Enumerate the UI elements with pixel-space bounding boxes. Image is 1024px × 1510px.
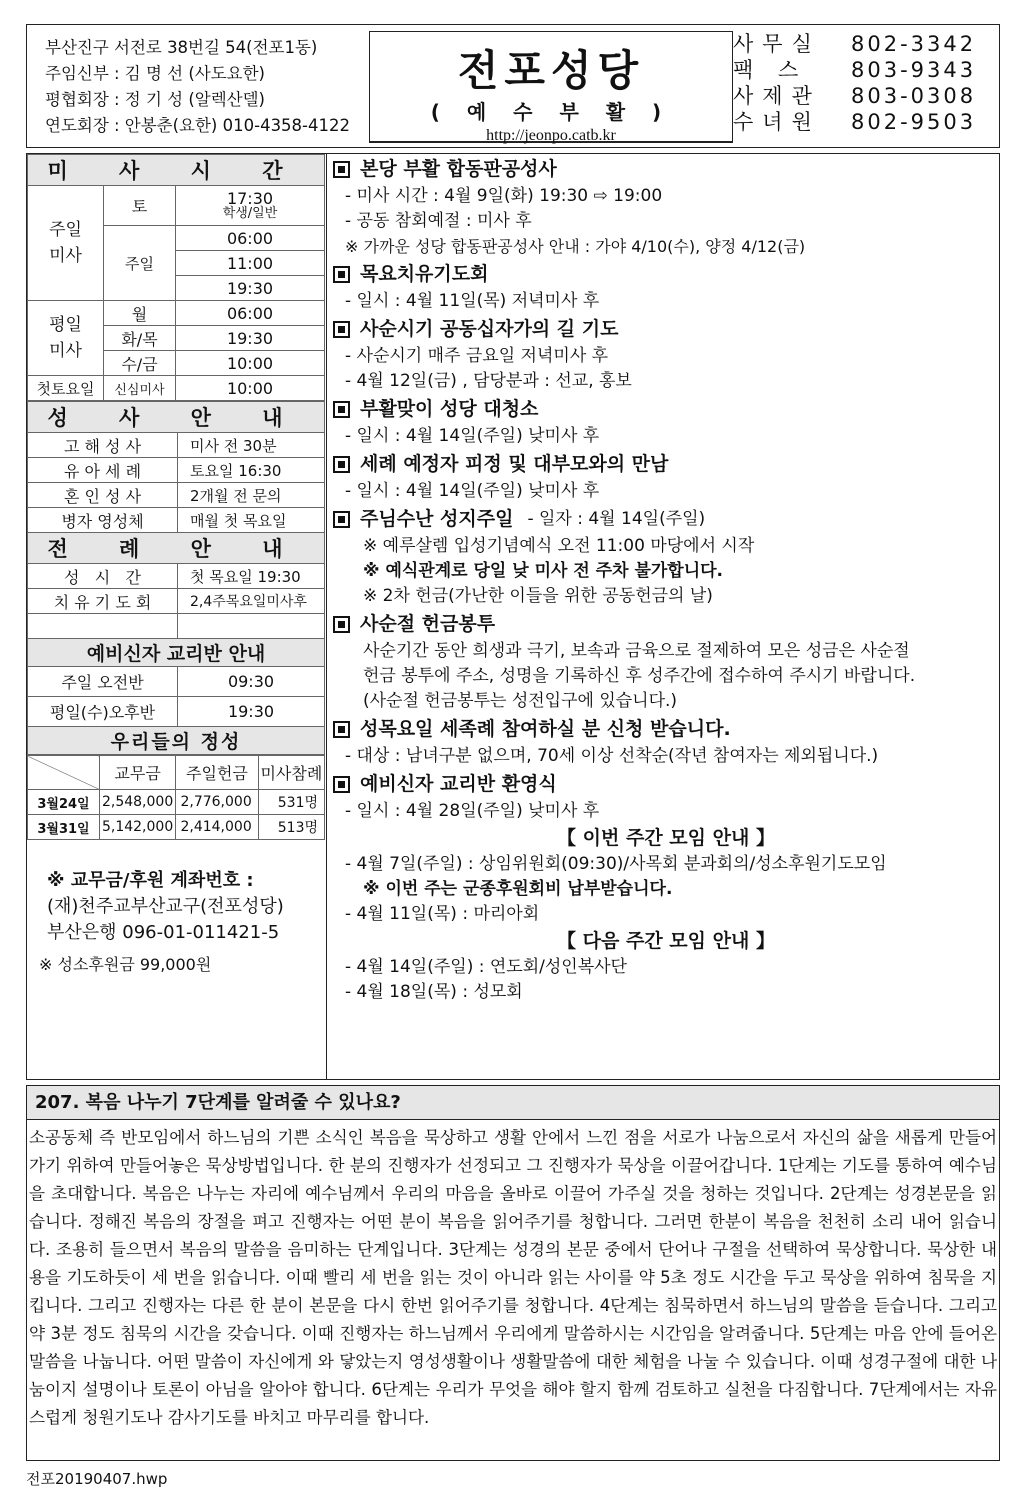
- file-name: 전포20190407.hwp: [26, 1470, 168, 1488]
- firstsat-time: 10:00: [176, 376, 325, 401]
- question-body: 소공동체 즉 반모임에서 하느님의 기쁜 소식인 복음을 묵상하고 생활 안에서 느낀 점을 서로가 나눔으로서 자신의 삶을 새롭게 만들어가기 위하여 만들어놓은 묵상방법입니다. 한 분의 진행자가 선정되고 그 진행자가 묵상을 이끌어갑니다. 1단계는 기도를 통하여 예수님을 초대합니다. 복음은 나누는 자리에 예수님께서 우리의 마음을 올바로 이끌어 가주실 것을 청하는 것입니다. 2단계는 성경본문을 읽습니다. 정해진 복음의 장절을 펴고 진행자는 어떤 분이 복음을 읽어주기를 청합니다. 그러면 한분이 복음을 천천히 소리 내어 읽습니다. 조용히 들으면서 복음의 말씀을 음미하는 단계입니다. 3단계는 성경의 본문 중에서 단어나 구절을 선택하여 묵상합니다. 묵상한 내용을 기도하듯이 세 번을 읽습니다. 이때 빨리 세 번을 읽는 것이 아니라 읽는 사이를 약 5초 정도 시간을 두고 묵상을 위하여 침묵을 지킵니다. 그리고 진행자는 다른 한 분이 본문을 다시 한번 읽어주기를 청합니다. 4단계는 침묵하면서 하느님의 말씀을 듣습니다. 그리고 약 3분 정도 침묵의 시간을 갖습니다. 이때 진행자는 하느님께서 우리에게 말씀하시는 시간임을 알려줍니다. 5단계는 마음 안에 들어온 말씀을 나눕니다. 어떤 말씀이 자신에게 와 닿았는지 영성생활이나 생활말씀에 대한 체험을 나눌 수 있습니다. 이때 성경구절에 대한 나눔이지 설명이나 토론이 아님을 알아야 합니다. 6단계는 우리가 무엇을 해야 할지 함께 검토하고 실천을 다짐합니다. 7단계에서는 자유스럽게 청원기도나 감사기도를 바치고 마무리를 합니다.: [29, 1128, 997, 1427]
- sacrament-value: 2개월 전 문의: [178, 483, 325, 508]
- contact-row: 팩 스 803-9343: [733, 58, 977, 82]
- pastor: 주임신부 : 김 명 선 (사도요한): [45, 64, 265, 83]
- catechumen-key: 평일(수)오후반: [28, 697, 178, 727]
- checkbox-icon: [333, 776, 350, 793]
- main-section: [26, 153, 1000, 1080]
- qa-section: [26, 1085, 1000, 1461]
- contact-row: 사제관 803-0308: [733, 84, 977, 108]
- sun-time-3: 19:30: [176, 276, 325, 301]
- sun-label: 주일: [104, 226, 176, 301]
- parish-info: [45, 35, 350, 139]
- offering-table: [27, 755, 325, 840]
- checkbox-icon: [333, 456, 350, 473]
- sun-time-2: 11:00: [176, 251, 325, 276]
- offering-header: 주일헌금: [176, 756, 259, 790]
- ym-head: 연도회장 : 안봉춘(요한) 010-4358-4122: [45, 116, 351, 135]
- address: 부산진구 서전로 38번길 54(전포1동): [45, 38, 318, 57]
- sacrament-key: 혼 인 성 사: [28, 483, 178, 508]
- liturgy-key: 성 시 간: [28, 564, 178, 589]
- left-column: [27, 154, 327, 1079]
- notice-title: 사순시기 공동십자가의 길 기도: [333, 314, 999, 344]
- liturgy-value: 첫 목요일 19:30: [178, 564, 325, 589]
- bulletin-header: [26, 24, 1000, 148]
- notice-title: 본당 부활 합동판공성사: [333, 154, 999, 184]
- sunday-mass-label: 주일 미사: [28, 186, 104, 301]
- catechumen-title: 예비신자 교리반 안내: [28, 639, 325, 667]
- notice-title: 예비신자 교리반 환영식: [333, 769, 999, 799]
- contact-row: 사무실 802-3342: [733, 32, 977, 56]
- this-week-heading: 【 이번 주간 모임 안내 】: [557, 827, 775, 849]
- mass-title: 미 사 시 간: [28, 155, 325, 186]
- notice-title: 목요치유기도회: [333, 259, 999, 289]
- catechumen-key: 주일 오전반: [28, 667, 178, 697]
- parish-url[interactable]: http://jeonpo.catb.kr: [486, 127, 616, 144]
- checkbox-icon: [333, 721, 350, 738]
- sacrament-value: 토요일 16:30: [178, 458, 325, 483]
- liturgy-value: 2,4주목요일미사후: [178, 589, 325, 614]
- question-title: 207. 복음 나누기 7단계를 알려줄 수 있나요?: [27, 1086, 999, 1120]
- table-row: 3월31일 5,142,000 2,414,000 513명: [28, 815, 325, 840]
- contact-list: [733, 31, 999, 135]
- firstsat-label: 첫토요일: [28, 376, 104, 401]
- liturgy-key: 치 유 기 도 회: [28, 589, 178, 614]
- notice-title: 사순절 헌금봉투: [333, 609, 999, 639]
- offering-title: 우리들의 정성: [28, 727, 325, 755]
- checkbox-icon: [333, 161, 350, 178]
- council-head: 평협회장 : 정 기 성 (알렉산델): [45, 90, 265, 109]
- page-subtitle: ( 예 수 부 활 ): [430, 100, 672, 124]
- next-week-heading: 【 다음 주간 모임 안내 】: [557, 930, 775, 952]
- mon-time: 06:00: [176, 301, 325, 326]
- wedfri-time: 10:00: [176, 351, 325, 376]
- notices-column: 본당 부활 합동판공성사 - 미사 시간 : 4월 9일(화) 19:30 ⇨ 19:00 - 공동 참회예절 : 미사 후 ※ 가까운 성당 합동판공성사 안내 : 가야 4/10(수), 양정 4/12(금) 목요치유기도회 - 일시 : 4월 11일(목) 저녁미사 후 사순시기 공동십자가의 길 기도 - 사순시기 매주 금요일 저녁미사 후 - 4월 12일(금) , 담당분과 : 선교, 홍보 부활맞이 성당 대청소 - 일시 : 4월 14일(주일) 낮미사 후 세례 예정자 피정 및 대부모와의 만남 - 일시 : 4월 14일(주일) 낮미사 후 주님수난 성지주일 - 일자 : 4월 14일(주일) ※ 예루살렘 입성기념예식 오전 11:00 마당에서 시작 ※ 예식관계로 당일 낮 미사 전 주차 불가합니다. ※ 2차 헌금(가난한 이들을 위한 공동헌금의 날) 사순절 헌금봉투 사순기간 동안 희생과 극기, 보속과 금육으로 절제하여 모은 성금은 사순절 헌금 봉투에 주소, 성명을 기록하신 후 성주간에 접수하여 주시기 바랍니다. (사순절 헌금봉투는 성전입구에 있습니다.) 성목요일 세족례 참여하실 분 신청 받습니다. - 대상 : 남녀구분 없으며, 70세 이상 선착순(작년 참여자는 제외됩니다.) 예비신자 교리반 환영식 - 일시 : 4월 28일(주일) 낮미사 후 【 이번 주간 모임 안내 】 - 4월 7일(주일) : 상임위원회(09:30)/사목회 분과회의/성소후원기도모임 ※ 이번 주는 군종후원회비 납부받습니다. - 4월 11일(목) : 마리아회 【 다음 주간 모임 안내 】 - 4월 14일(주일) : 연도회/성인복사단 - 4월 18일(목) : 성모회: [333, 154, 999, 1079]
- tuethu-time: 19:30: [176, 326, 325, 351]
- page-title: 전포성당: [457, 46, 645, 95]
- notice-title: 주님수난 성지주일 - 일자 : 4월 14일(주일): [333, 504, 999, 534]
- sat-time-cell: 17:30 학생/일반: [176, 186, 325, 226]
- sacrament-value: 매월 첫 목요일: [178, 508, 325, 533]
- catechumen-value: 19:30: [178, 697, 325, 727]
- empty-cell: [28, 614, 178, 639]
- checkbox-icon: [333, 401, 350, 418]
- sacrament-table: [27, 401, 325, 755]
- sacrament-title: 성 사 안 내: [28, 402, 325, 433]
- checkbox-icon: [333, 616, 350, 633]
- sacrament-value: 미사 전 30분: [178, 433, 325, 458]
- sacrament-key: 고 해 성 사: [28, 433, 178, 458]
- sun-time-1: 06:00: [176, 226, 325, 251]
- offering-header: 미사참례: [258, 756, 324, 790]
- notice-title: 부활맞이 성당 대청소: [333, 394, 999, 424]
- contact-row: 수녀원 802-9503: [733, 110, 977, 134]
- checkbox-icon: [333, 511, 350, 528]
- firstsat-type: 신심미사: [104, 376, 176, 401]
- account-info: ※ 교무금/후원 계좌번호 : (재)천주교부산교구(전포성당) 부산은행 096-01-011421-5 ※ 성소후원금 99,000원: [39, 870, 284, 974]
- notice-title: 성목요일 세족례 참여하실 분 신청 받습니다.: [333, 714, 999, 744]
- title-box: [369, 31, 733, 143]
- notice-title: 세례 예정자 피정 및 대부모와의 만남: [333, 449, 999, 479]
- wedfri-label: 수/금: [104, 351, 176, 376]
- offering-header: 교무금: [100, 756, 176, 790]
- mass-table: [27, 154, 325, 401]
- diagonal-cell: [28, 756, 100, 790]
- catechumen-value: 09:30: [178, 667, 325, 697]
- mon-label: 월: [104, 301, 176, 326]
- table-row: 3월24일 2,548,000 2,776,000 531명: [28, 790, 325, 815]
- checkbox-icon: [333, 321, 350, 338]
- tuethu-label: 화/목: [104, 326, 176, 351]
- sat-label: 토: [104, 186, 176, 226]
- liturgy-title: 전 례 안 내: [28, 533, 325, 564]
- empty-cell: [178, 614, 325, 639]
- sacrament-key: 유 아 세 례: [28, 458, 178, 483]
- sacrament-key: 병자 영성체: [28, 508, 178, 533]
- weekday-mass-label: 평일 미사: [28, 301, 104, 376]
- checkbox-icon: [333, 266, 350, 283]
